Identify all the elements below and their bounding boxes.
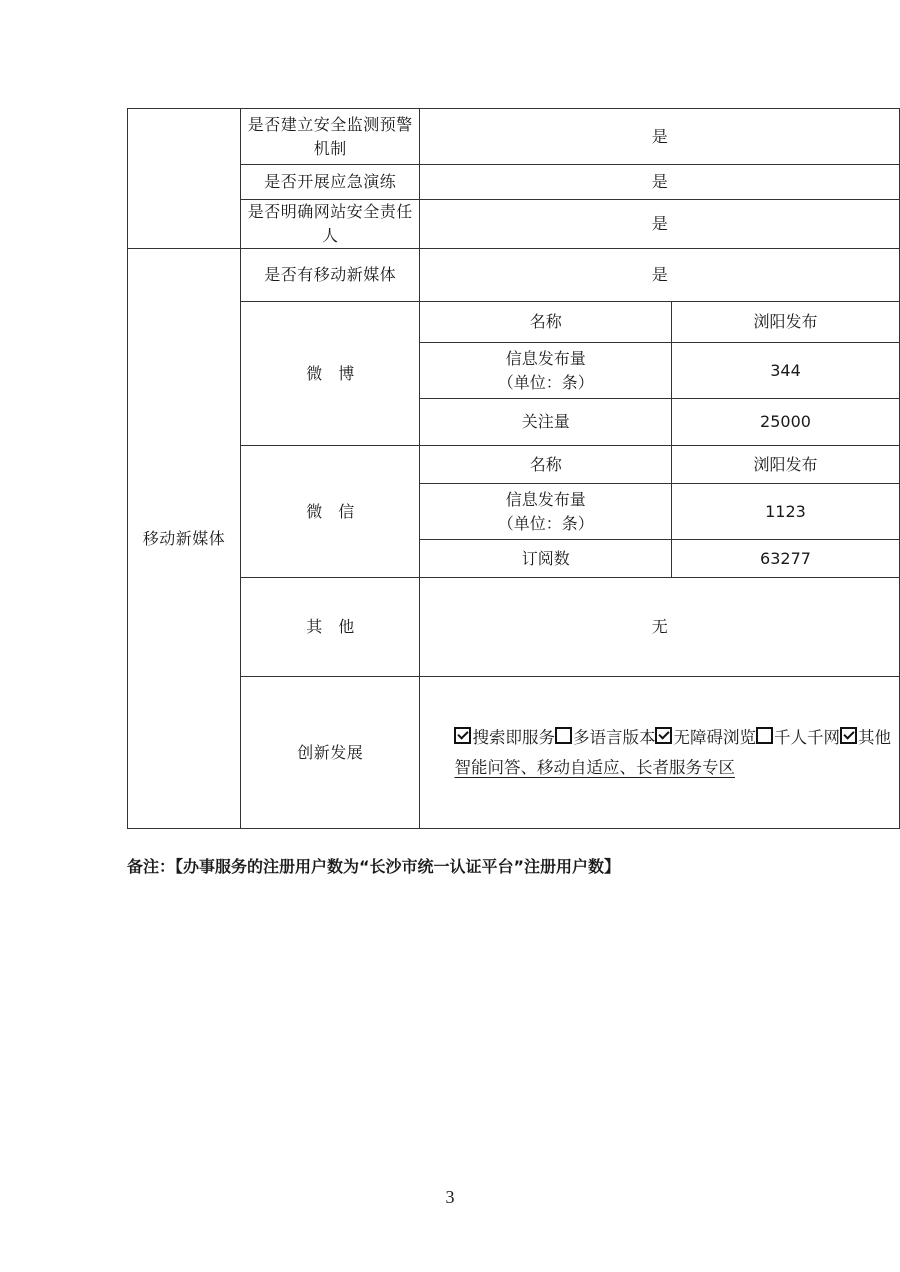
innovation-options: [454, 723, 891, 753]
table-row: [128, 109, 900, 165]
other-media-value: 无: [651, 617, 668, 636]
security-question: 是否开展应急演练: [264, 172, 397, 191]
security-answer: 是: [651, 172, 668, 191]
checkbox-icon[interactable]: [840, 727, 857, 744]
innovation-other-text: 智能问答、移动自适应、长者服务专区: [454, 757, 735, 777]
has-media-answer-cell: [420, 249, 900, 302]
wechat-name-label: 名称: [529, 454, 562, 474]
innovation-option[interactable]: [454, 728, 555, 747]
innovation-option[interactable]: [840, 728, 891, 747]
security-question: 是否明确网站安全责任人: [247, 202, 413, 245]
other-media-label-cell: [241, 578, 420, 677]
weibo-posts-label-line1: 信息发布量: [505, 348, 586, 368]
wechat-subscribers-value-cell: [671, 540, 899, 578]
weibo-posts-label-line2: （单位：条）: [497, 372, 594, 392]
table-row: [128, 249, 900, 302]
security-question: 是否建立安全监测预警机制: [247, 114, 413, 158]
innovation-option[interactable]: [555, 728, 656, 747]
weibo-posts-label-cell: [420, 343, 671, 399]
other-media-label: 其 他: [306, 617, 355, 636]
wechat-posts-value: 1123: [765, 501, 806, 521]
checkbox-icon[interactable]: [454, 727, 471, 744]
table-row: [128, 302, 900, 343]
checkbox-icon[interactable]: [655, 727, 672, 744]
innovation-option-label: 千人千网: [773, 727, 840, 747]
report-table: [127, 108, 900, 829]
wechat-name-label-cell: [420, 446, 671, 484]
page-number: 3: [445, 1187, 455, 1207]
innovation-option[interactable]: [655, 728, 756, 747]
wechat-label: 微 信: [306, 501, 355, 521]
wechat-posts-label-cell: [420, 484, 671, 540]
table-row: [128, 578, 900, 677]
wechat-name-value: 浏阳发布: [753, 454, 818, 474]
media-section-label: [128, 249, 241, 829]
security-answer: 是: [651, 126, 668, 146]
checkbox-icon[interactable]: [756, 727, 773, 744]
table-row: [128, 677, 900, 829]
security-answer-cell: [420, 109, 900, 165]
table-row: [128, 165, 900, 200]
wechat-posts-value-cell: [671, 484, 899, 540]
security-category-cell: [128, 109, 241, 249]
remark-note: 备注：【办事服务的注册用户数为“长沙市统一认证平台”注册用户数】: [127, 857, 621, 876]
checkbox-icon[interactable]: [555, 727, 572, 744]
has-media-question: 是否有移动新媒体: [264, 265, 397, 284]
innovation-option-label: 无障碍浏览: [673, 727, 756, 747]
wechat-name-value-cell: [671, 446, 899, 484]
innovation-label-cell: [241, 677, 420, 829]
security-question-cell: [241, 200, 420, 249]
weibo-name-label-cell: [420, 302, 671, 343]
weibo-posts-value-cell: [671, 343, 899, 399]
weibo-label-cell: [241, 302, 420, 446]
table-row: [128, 446, 900, 484]
has-media-question-cell: [241, 249, 420, 302]
innovation-label: 创新发展: [297, 742, 364, 762]
innovation-option-label: 其他: [857, 727, 891, 747]
innovation-other-line: [454, 753, 891, 783]
weibo-followers-value: 25000: [760, 412, 811, 431]
media-section-text: 移动新媒体: [142, 528, 226, 548]
innovation-option-label: 搜索即服务: [472, 727, 555, 747]
weibo-posts-value: 344: [770, 360, 801, 380]
security-answer-cell: [420, 165, 900, 200]
innovation-option-label: 多语言版本: [572, 727, 656, 747]
weibo-followers-label-cell: [420, 399, 671, 446]
security-answer-cell: [420, 200, 900, 249]
wechat-label-cell: [241, 446, 420, 578]
security-question-cell: [241, 165, 420, 200]
weibo-name-value: 浏阳发布: [753, 312, 818, 331]
wechat-subscribers-value: 63277: [760, 548, 811, 568]
innovation-options-cell: [420, 677, 900, 829]
weibo-name-label: 名称: [529, 312, 562, 331]
security-answer: 是: [651, 214, 668, 233]
weibo-name-value-cell: [671, 302, 899, 343]
wechat-subscribers-label-cell: [420, 540, 671, 578]
has-media-answer: 是: [651, 265, 668, 284]
wechat-posts-label-line2: （单位：条）: [497, 513, 594, 533]
weibo-followers-value-cell: [671, 399, 899, 446]
weibo-label: 微 博: [306, 363, 355, 383]
innovation-option[interactable]: [756, 728, 840, 747]
table-row: [128, 200, 900, 249]
security-question-cell: [241, 109, 420, 165]
wechat-posts-label-line1: 信息发布量: [505, 489, 586, 509]
weibo-followers-label: 关注量: [521, 412, 570, 431]
other-media-value-cell: [420, 578, 900, 677]
wechat-subscribers-label: 订阅数: [521, 548, 570, 568]
